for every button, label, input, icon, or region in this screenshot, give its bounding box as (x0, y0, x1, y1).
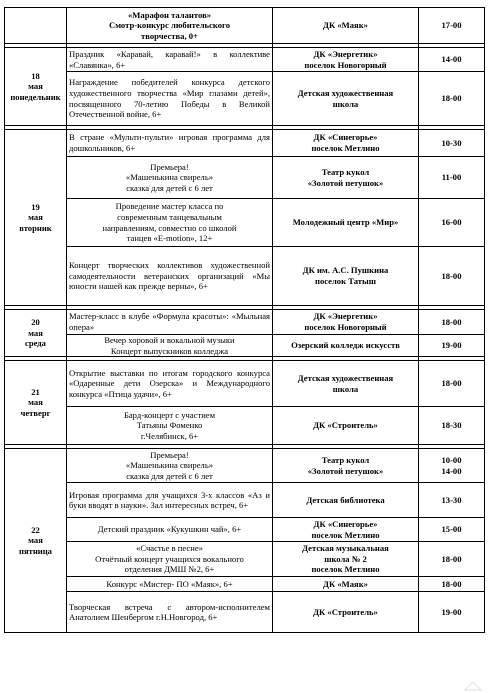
place-text: Театр кукол (321, 455, 370, 466)
event-cell (67, 335, 273, 357)
day-weekday: четверг (20, 407, 51, 418)
time-text: 16-00 (441, 217, 462, 228)
time-text: 18-00 (441, 270, 462, 281)
table-row (5, 247, 485, 306)
day-month: мая (28, 327, 43, 338)
day-cell (5, 130, 67, 306)
table-row (5, 592, 485, 633)
place-text: поселок Татыш (315, 276, 376, 286)
event-cell (67, 577, 273, 592)
event-cell (67, 483, 273, 518)
day-month: мая (28, 397, 43, 408)
event-text: Бард-концерт с участием (123, 409, 216, 420)
event-cell (67, 592, 273, 633)
event-cell (67, 48, 273, 72)
place-cell (273, 483, 419, 518)
day-number: 20 (31, 317, 40, 328)
table-row (5, 130, 485, 157)
place-text: школа № 2 (324, 553, 367, 564)
day-month: мая (28, 212, 43, 223)
time-cell (419, 335, 485, 357)
time-cell (419, 542, 485, 577)
time-text: 19-00 (441, 340, 462, 351)
day-weekday: среда (25, 338, 46, 349)
event-text: Премьера! (150, 449, 189, 460)
table-row (5, 483, 485, 518)
time-cell (419, 310, 485, 335)
event-text: Проведение мастер класса по (115, 201, 224, 212)
event-text: отделения ДМШ №2, 6+ (124, 564, 215, 575)
place-text: Детская библиотека (306, 494, 385, 505)
time-text: 18-30 (441, 420, 462, 431)
place-cell (273, 407, 419, 445)
event-text: г.Челябинск, 6+ (140, 430, 199, 441)
time-text: 17-00 (441, 20, 462, 31)
event-text: В стране «Мульти-пульти» игровая программа для дошкольников, 6+ (69, 132, 270, 153)
place-cell (273, 449, 419, 483)
table-row (5, 199, 485, 247)
event-cell (67, 518, 273, 542)
place-text: ДК «Маяк» (323, 20, 368, 31)
day-weekday: пятница (19, 545, 52, 556)
event-text: Творческая встреча с автором-исполнителем Анатолием Шенбергом г.Н.Новгород, 6+ (69, 601, 270, 623)
place-cell (273, 335, 419, 357)
time-cell (419, 361, 485, 407)
time-text: 18-00 (441, 93, 462, 104)
place-cell (273, 310, 419, 335)
event-cell (67, 157, 273, 199)
day-weekday: понедельник (10, 91, 61, 102)
time-text: 18-00 (441, 578, 462, 589)
event-text: «Счастье в песне» (136, 543, 203, 554)
event-text: танцев «E-motion», 12+ (126, 233, 213, 244)
place-text: поселок Новогорный (304, 59, 387, 70)
event-text: Татьяны Фоменко (136, 420, 203, 431)
place-cell (273, 247, 419, 306)
event-cell (67, 8, 273, 44)
place-text: ДК «Маяк» (323, 578, 368, 589)
time-cell (419, 130, 485, 157)
time-text: 18-00 (441, 316, 462, 327)
time-text: 18-00 (441, 553, 462, 564)
day-cell (5, 310, 67, 357)
event-text: «Машенькина свирель» (125, 172, 214, 183)
event-text: Премьера! (150, 161, 189, 172)
schedule-table (4, 7, 485, 633)
place-text: ДК «Строитель» (313, 420, 378, 431)
place-text: поселок Новогорный (304, 322, 387, 332)
event-text: творчества, 0+ (141, 30, 198, 41)
event-text: Праздник «Каравай, каравай!» в коллективе «Славянка», 6+ (69, 48, 270, 70)
place-cell (273, 199, 419, 247)
event-text: сказка для детей с 6 лет (126, 182, 213, 193)
time-text: 19-00 (441, 606, 462, 617)
place-text: Молодежный центр «Мир» (292, 217, 399, 228)
event-text: «Марафон талантов» (127, 9, 212, 20)
time-text: 11-00 (441, 172, 462, 183)
table-row (5, 157, 485, 199)
event-text: Детский праздник «Кукушкин чай», 6+ (97, 524, 242, 535)
place-text: поселок Метлино (311, 564, 380, 575)
place-cell (273, 592, 419, 633)
event-text: сказка для детей с 6 лет (126, 470, 213, 481)
event-cell (67, 72, 273, 126)
watermark-icon (463, 681, 483, 691)
day-number: 22 (31, 524, 40, 535)
time-cell (419, 483, 485, 518)
event-cell (67, 247, 273, 306)
place-cell (273, 542, 419, 577)
event-text: Концерт выпускников колледжа (110, 345, 229, 356)
table-row (5, 72, 485, 126)
place-cell (273, 130, 419, 157)
event-text: современным танцевальным (117, 211, 222, 222)
time-text: 14-00 (441, 54, 462, 65)
place-text: «Золотой петушок» (307, 177, 384, 188)
place-text: «Золотой петушок» (307, 465, 384, 476)
time-text: 14-00 (441, 465, 462, 476)
place-cell (273, 518, 419, 542)
table-row (5, 310, 485, 335)
day-number: 21 (31, 386, 40, 397)
event-cell (67, 407, 273, 445)
place-cell (273, 72, 419, 126)
day-weekday: вторник (19, 222, 52, 233)
table-row (5, 518, 485, 542)
place-text: ДК «Синегорье» (313, 132, 378, 143)
day-number: 19 (31, 201, 40, 212)
place-cell (273, 361, 419, 407)
table-row (5, 449, 485, 483)
time-cell (419, 72, 485, 126)
event-text: Вечер хоровой и вокальной музыки (104, 335, 235, 345)
day-month: мая (28, 535, 43, 546)
event-cell (67, 361, 273, 407)
place-cell (273, 157, 419, 199)
place-text: поселок Метлино (311, 529, 380, 540)
time-cell (419, 577, 485, 592)
event-cell (67, 310, 273, 335)
event-cell (67, 542, 273, 577)
place-text: Театр кукол (321, 166, 370, 177)
place-text: поселок Метлино (311, 143, 380, 153)
day-number: 18 (31, 70, 40, 81)
time-text: 15-00 (441, 524, 462, 535)
place-text: Озерский колледж искусств (291, 340, 400, 351)
time-cell (419, 407, 485, 445)
table-row (5, 577, 485, 592)
place-text: Детская музыкальная (302, 543, 389, 554)
time-cell (419, 48, 485, 72)
place-text: ДК «Энергетик» (313, 48, 378, 59)
event-text: Смотр-конкурс любительского (108, 20, 231, 31)
event-text: «Машенькина свирель» (125, 460, 214, 471)
event-text: Открытие выставки по итогам городского конкурса «Одаренные дети Озерска» и Международного конкурса «Птица удачи», 6+ (69, 367, 270, 399)
event-text: Отчётный концерт учащихся вокального (95, 553, 244, 564)
table-row (5, 542, 485, 577)
day-cell (5, 361, 67, 445)
event-text: Награждение победителей конкурса детского художественного творчества «Мир глазами детей», посвященного 70-летию Победы в Великой Отечественной войне, 6+ (69, 77, 270, 120)
time-cell (419, 449, 485, 483)
time-cell (419, 592, 485, 633)
day-month: мая (28, 81, 43, 92)
time-cell (419, 157, 485, 199)
time-text: 10-00 (441, 455, 462, 466)
place-cell (273, 48, 419, 72)
time-cell (419, 199, 485, 247)
time-text: 18-00 (441, 378, 462, 389)
place-cell (273, 577, 419, 592)
day-cell (5, 449, 67, 633)
place-text: ДК «Синегорье» (313, 519, 378, 530)
day-cell (5, 8, 67, 44)
place-text: Детская художественная (297, 373, 394, 384)
time-cell (419, 8, 485, 44)
time-text: 10-30 (441, 137, 462, 148)
place-cell (273, 8, 419, 44)
table-row (5, 407, 485, 445)
place-text: Детская художественная (297, 87, 394, 98)
place-text: ДК им. А.С. Пушкина (302, 265, 389, 276)
time-text: 13-30 (441, 494, 462, 505)
event-text: Игровая программа для учащихся 3-х классов «Аз и буки вводят в науки». Зал интересных встреч, 6+ (69, 489, 270, 511)
event-cell (67, 449, 273, 483)
day-cell (5, 48, 67, 126)
time-cell (419, 247, 485, 306)
place-text: школа (332, 98, 359, 109)
time-cell (419, 518, 485, 542)
table-row (5, 8, 485, 44)
event-text: Конкурс «Мистер- ПО «Маяк», 6+ (106, 578, 233, 589)
event-text: Концерт творческих коллективов художественной самодеятельности ветеранских организаций «Мы юности нашей как прежде верны», 6+ (69, 260, 270, 292)
place-text: ДК «Энергетик» (313, 311, 378, 322)
event-text: направлениям, совместно со школой (102, 222, 237, 233)
event-cell (67, 199, 273, 247)
event-text: Мастер-класс в клубе «Формула красоты»: «Мыльная опера» (69, 311, 270, 332)
table-row (5, 361, 485, 407)
place-text: школа (332, 383, 359, 394)
table-row (5, 335, 485, 357)
table-row (5, 48, 485, 72)
place-text: ДК «Строитель» (313, 606, 378, 617)
event-cell (67, 130, 273, 157)
